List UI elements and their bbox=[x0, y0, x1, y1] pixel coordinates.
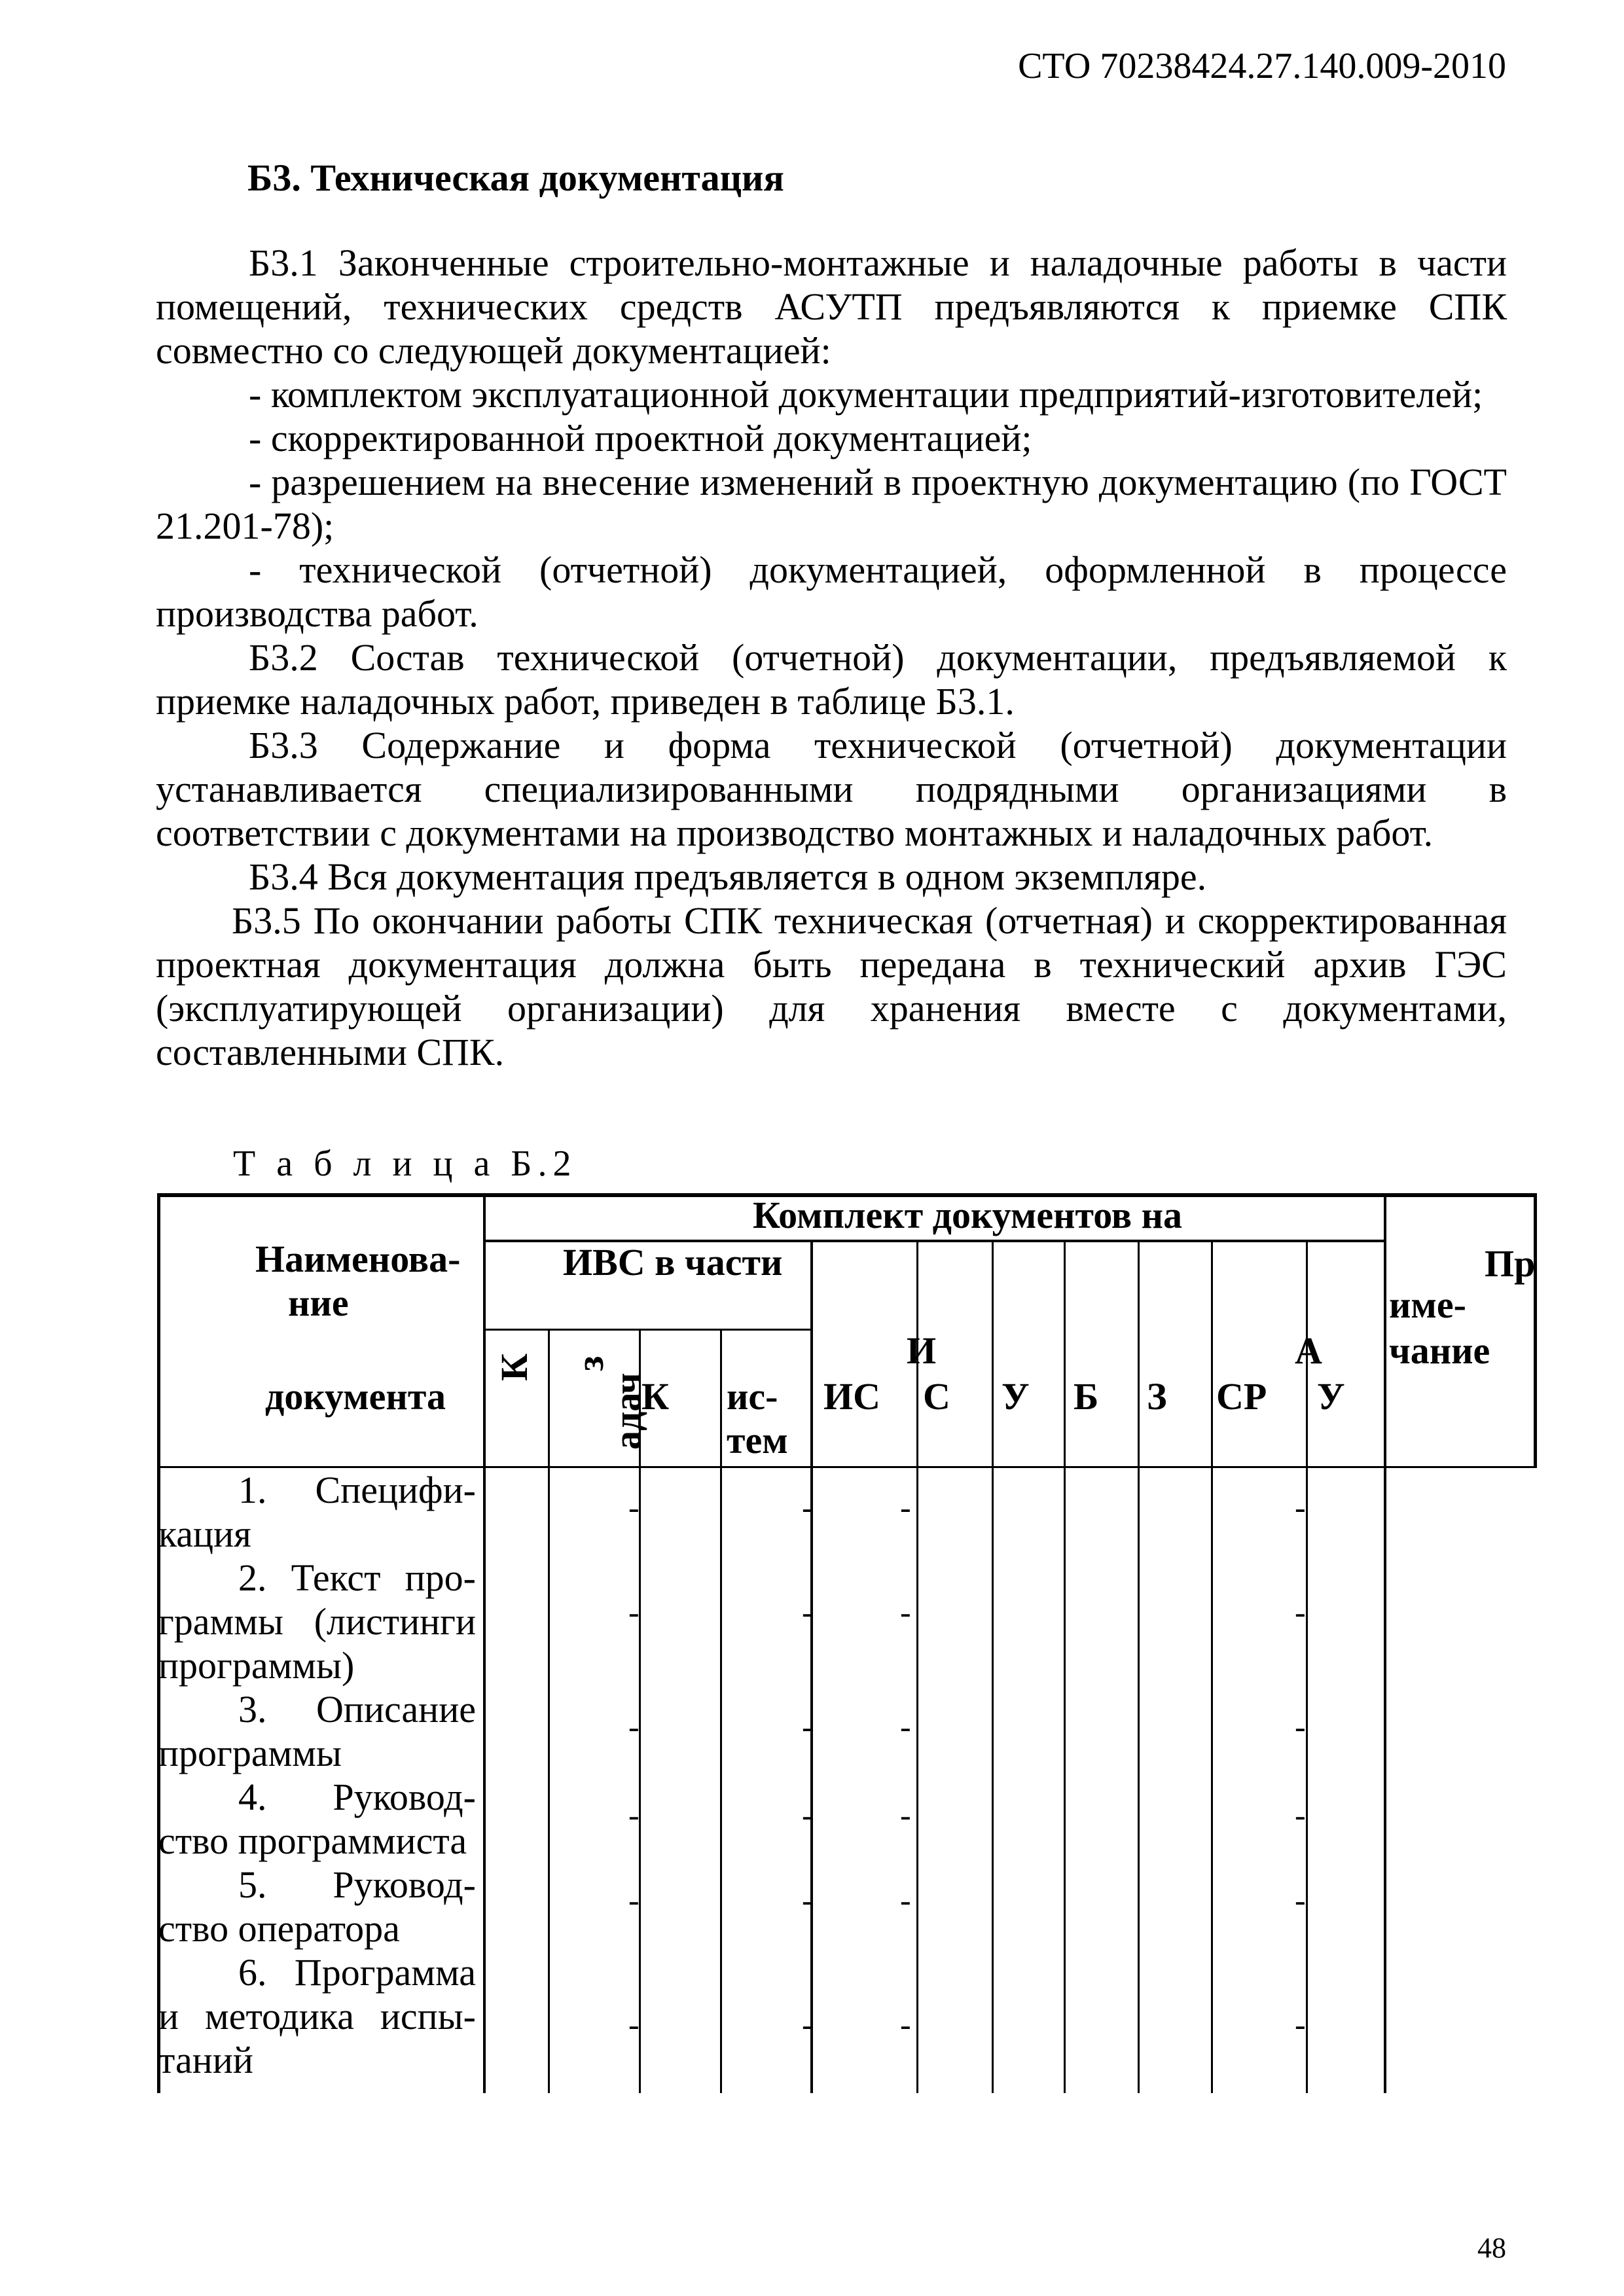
header-rotated-z: з bbox=[569, 1355, 611, 1371]
header-rotated-k: К bbox=[493, 1353, 535, 1381]
page-number: 48 bbox=[1477, 2232, 1506, 2264]
paragraph-b33: Б3.3 Содержание и форма технической (отчетной) документации устанавливается специализированными подрядными организациями в соответствии с документами на производство монтажных и наладочных работ. bbox=[156, 724, 1507, 854]
list-item: - разрешением на внесение изменений в проектную документацию (по ГОСТ 21.201-78); bbox=[156, 461, 1507, 547]
table-row-6-name: 6. Программа и методика испы-таний bbox=[158, 1951, 476, 2081]
header-rotated-adach: адач bbox=[606, 1372, 649, 1450]
cell-dash: - bbox=[900, 1489, 911, 1526]
cell-dash: - bbox=[900, 2006, 911, 2043]
cell-dash: - bbox=[802, 1882, 813, 1918]
col-line bbox=[810, 1240, 813, 2093]
header-col-u2: У bbox=[1317, 1375, 1345, 1418]
col-line bbox=[483, 1193, 486, 2093]
cell-dash: - bbox=[628, 1594, 640, 1630]
col-line bbox=[548, 1329, 550, 2093]
cell-dash: - bbox=[900, 1797, 911, 1833]
header-name-line1: Наименова- bbox=[255, 1238, 461, 1280]
list-item: - комплектом эксплуатационной документации предприятий-изготовителей; bbox=[249, 373, 1483, 416]
list-item: - технической (отчетной) документацией, оформленной в процессе производства работ. bbox=[156, 548, 1507, 635]
header-line-subgroup bbox=[483, 1329, 810, 1331]
table-caption: Т а б л и ц а Б.2 bbox=[233, 1143, 577, 1184]
cell-dash: - bbox=[1295, 2006, 1306, 2043]
cell-dash: - bbox=[802, 1489, 813, 1526]
col-line bbox=[720, 1329, 722, 2093]
header-col-z: З bbox=[1147, 1375, 1167, 1418]
col-line bbox=[992, 1240, 994, 2093]
table-row-5-name: 5. Руковод-ство оператора bbox=[158, 1863, 476, 1950]
header-name-line2: ние bbox=[288, 1282, 349, 1324]
paragraph-b34: Б3.4 Вся документация предъявляется в одном экземпляре. bbox=[249, 855, 1207, 898]
cell-dash: - bbox=[1295, 1489, 1306, 1526]
cell-dash: - bbox=[1295, 1797, 1306, 1833]
cell-dash: - bbox=[802, 2006, 813, 2043]
cell-dash: - bbox=[628, 1882, 640, 1918]
cell-dash: - bbox=[900, 1594, 911, 1630]
table-row-3-name: 3. Описание программы bbox=[158, 1688, 476, 1774]
header-col-systems-1: ис- bbox=[727, 1375, 778, 1418]
header-note-line3: чание bbox=[1389, 1329, 1490, 1372]
cell-dash: - bbox=[628, 1708, 640, 1745]
header-col-s: С bbox=[923, 1375, 950, 1418]
header-col-k: К bbox=[641, 1375, 670, 1418]
list-item: - скорректированной проектной документацией; bbox=[249, 417, 1032, 459]
header-col-sr: СР bbox=[1216, 1375, 1267, 1418]
header-col-is: ИС bbox=[823, 1375, 880, 1418]
cell-dash: - bbox=[628, 2006, 640, 2043]
cell-dash: - bbox=[802, 1797, 813, 1833]
section-title: Б3. Техническая документация bbox=[247, 156, 784, 199]
cell-dash: - bbox=[1295, 1882, 1306, 1918]
cell-dash: - bbox=[802, 1708, 813, 1745]
header-group-title: Комплект документов на bbox=[753, 1194, 1183, 1236]
header-subgroup-title: ИВС в части bbox=[563, 1241, 783, 1283]
cell-dash: - bbox=[1295, 1708, 1306, 1745]
header-name-line3: документа bbox=[265, 1375, 446, 1418]
paragraph-b35: Б3.5 По окончании работы СПК техническая (отчетная) и скорректированная проектная документация должна быть передана в технический архив ГЭС (эксплуатирующей организации) для хранения вместе с документами, составленными СПК. bbox=[156, 899, 1507, 1073]
header-note-line2: име- bbox=[1389, 1283, 1466, 1326]
col-line bbox=[1064, 1240, 1066, 2093]
cell-dash: - bbox=[900, 1882, 911, 1918]
col-line bbox=[1211, 1240, 1213, 2093]
paragraph-b32: Б3.2 Состав технической (отчетной) документации, предъявляемой к приемке наладочных работ, приведен в таблице Б3.1. bbox=[156, 636, 1507, 723]
cell-dash: - bbox=[802, 1594, 813, 1630]
cell-dash: - bbox=[628, 1489, 640, 1526]
header-note-line1: Пр bbox=[1485, 1242, 1536, 1285]
table-row-2-name: 2. Текст про-граммы (листинги программы) bbox=[158, 1556, 476, 1687]
col-line bbox=[1384, 1193, 1386, 2093]
table-row-4-name: 4. Руковод-ство программиста bbox=[158, 1776, 476, 1862]
cell-dash: - bbox=[1295, 1594, 1306, 1630]
table-border-right bbox=[1534, 1193, 1537, 1466]
col-line bbox=[1138, 1240, 1140, 2093]
header-frag-i: И bbox=[907, 1329, 937, 1372]
paragraph-b31: Б3.1 Законченные строительно-монтажные и наладочные работы в части помещений, технических средств АСУТП предъявляются к приемке СПК совместно со следующей документацией: bbox=[156, 242, 1507, 372]
header-frag-a: А bbox=[1295, 1329, 1322, 1372]
doc-code: СТО 70238424.27.140.009-2010 bbox=[1018, 46, 1506, 86]
cell-dash: - bbox=[900, 1708, 911, 1745]
cell-dash: - bbox=[628, 1797, 640, 1833]
table-row-1-name: 1. Специфи-кация bbox=[158, 1469, 476, 1555]
body-text bbox=[156, 241, 1507, 1074]
header-col-u1: У bbox=[1001, 1375, 1030, 1418]
header-col-systems-2: тем bbox=[727, 1419, 788, 1462]
header-col-b: Б bbox=[1074, 1375, 1099, 1418]
